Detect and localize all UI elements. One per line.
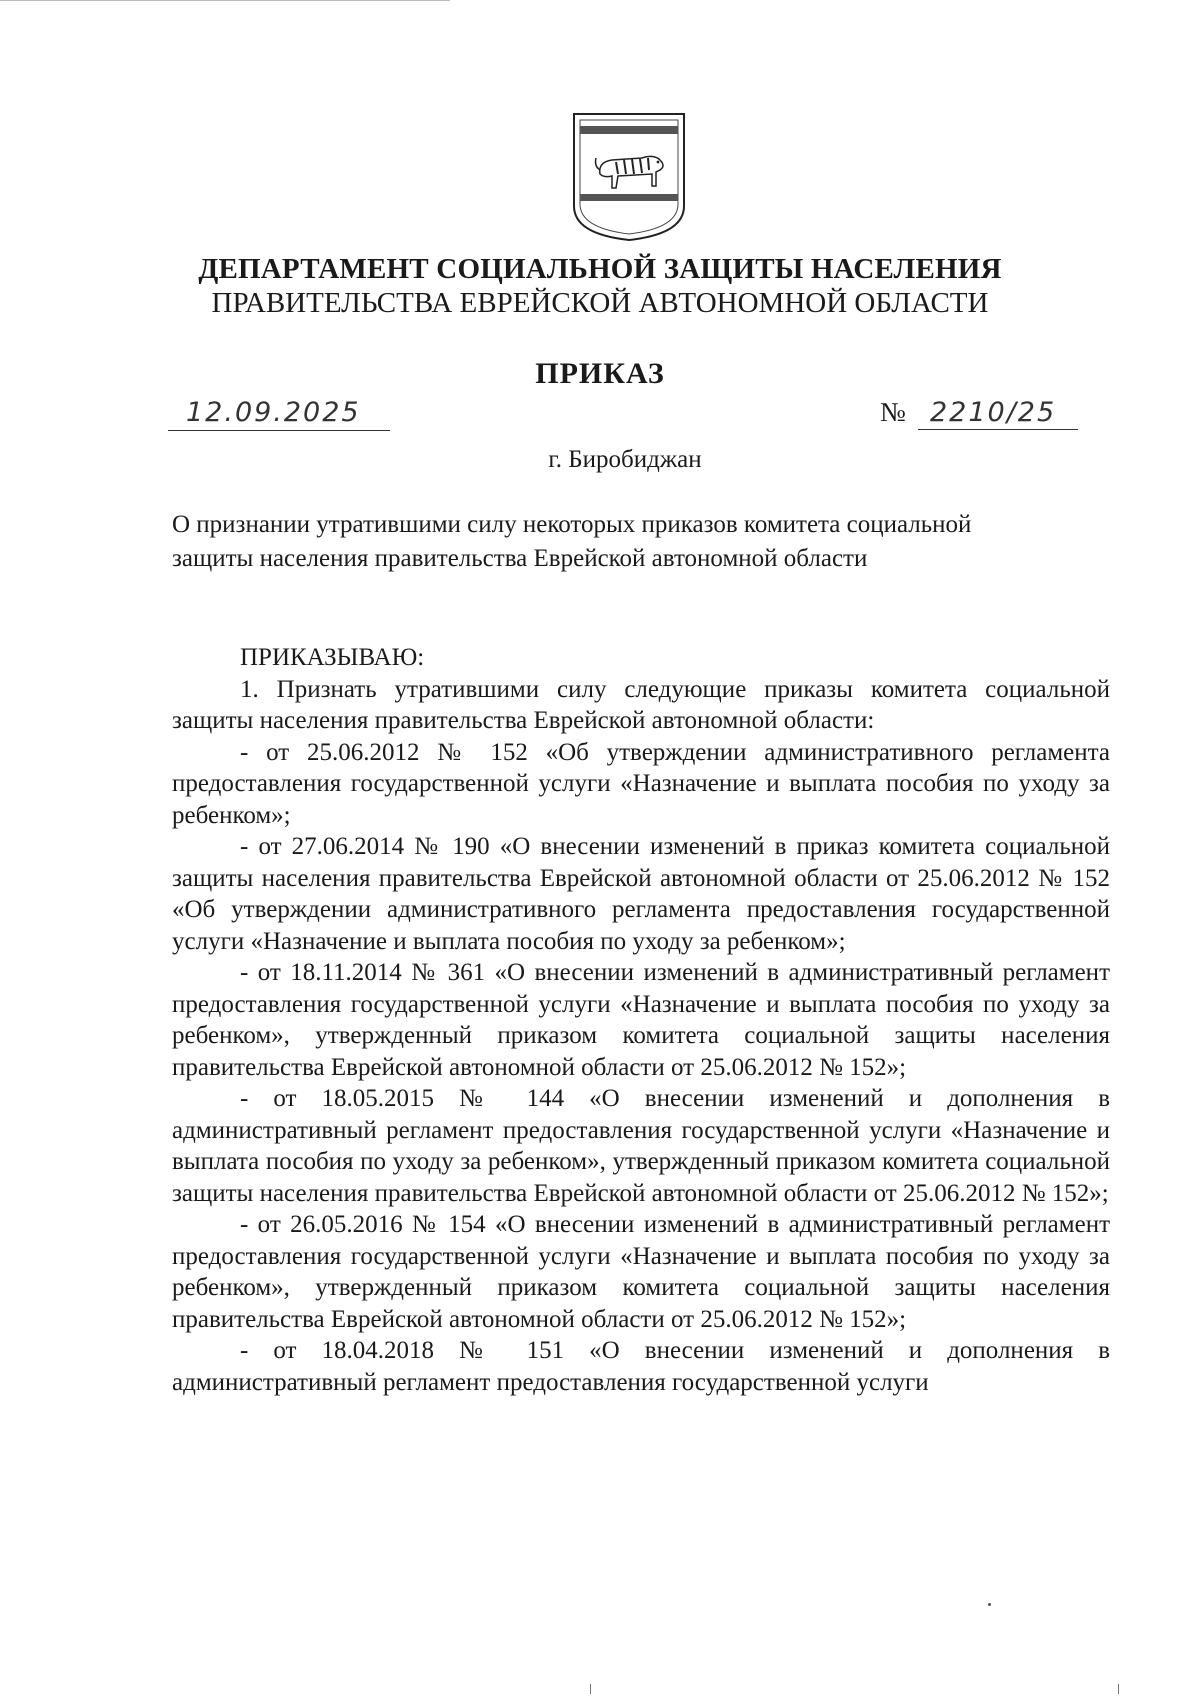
number-sign: № <box>880 397 906 427</box>
document-type-title: ПРИКАЗ <box>535 357 665 390</box>
order-date-handwritten: 12.09.2025 <box>186 397 361 428</box>
paragraph-7: - от 18.04.2018 № 151 «О внесении изменений и дополнения в административный регламент предоставления государственной услуги <box>172 1337 1110 1396</box>
order-date-field <box>168 396 390 431</box>
paragraph-1: 1. Признать утратившими силу следующие приказы комитета социальной защиты населения правительства Еврейской автономной области: <box>172 675 1110 734</box>
department-title: ДЕПАРТАМЕНТ СОЦИАЛЬНОЙ ЗАЩИТЫ НАСЕЛЕНИЯ <box>198 253 1002 285</box>
order-number-field <box>880 392 1078 430</box>
paragraph-3: - от 27.06.2014 № 190 «О внесении изменений в приказ комитета социальной защиты населения правительства Еврейской автономной области от 25.06.2012 № 152 «Об утверждении административного регламента предоставления государственной услуги «Назначение и выплата пособия по уходу за ребенком»; <box>172 833 1110 955</box>
department-subtitle: ПРАВИТЕЛЬСТВА ЕВРЕЙСКОЙ АВТОНОМНОЙ ОБЛАСТИ <box>211 287 989 319</box>
paragraph-6: - от 26.05.2016 № 154 «О внесении изменений в административный регламент предоставления государственной услуги «Назначение и выплата пособия по уходу за ребенком», утвержденный приказом комитета социальной защиты населения правительства Еврейской автономной области от 25.06.2012 № 152»; <box>172 1211 1110 1333</box>
scan-speck <box>988 1603 991 1606</box>
subject-line-1: О признании утратившими силу некоторых приказов комитета социальной <box>172 511 972 538</box>
paragraph-5: - от 18.05.2015 № 144 «О внесении изменений и дополнения в административный регламент предоставления государственной услуги «Назначение и выплата пособия по уходу за ребенком», утвержденный приказом комитета социальной защиты населения правительства Еврейской автономной области от 25.06.2012 № 152»; <box>172 1085 1110 1207</box>
tiger-coat-of-arms-icon <box>568 110 690 244</box>
scan-artifact-line <box>0 0 450 3</box>
number-underline <box>918 429 1078 430</box>
city-line: г. Биробиджан <box>548 446 702 473</box>
paragraph-2: - от 25.06.2012 № 152 «Об утверждении административного регламента предоставления государственной услуги «Назначение и выплата пособия по уходу за ребенком»; <box>172 738 1110 829</box>
directive-word: ПРИКАЗЫВАЮ: <box>240 644 425 671</box>
order-number-handwritten: 2210/25 <box>930 397 1057 428</box>
paragraph-4: - от 18.11.2014 № 361 «О внесении изменений в административный регламент предоставления государственной услуги «Назначение и выплата пособия по уходу за ребенком», утвержденный приказом комитета социальной защиты населения правительства Еврейской автономной области от 25.06.2012 № 152»; <box>172 959 1110 1081</box>
order-body <box>172 642 1110 1398</box>
scan-mark-left <box>590 1684 591 1694</box>
scan-mark-right <box>1118 1684 1119 1694</box>
order-subject <box>172 508 1110 576</box>
subject-line-2: защиты населения правительства Еврейской автономной области <box>172 545 868 572</box>
